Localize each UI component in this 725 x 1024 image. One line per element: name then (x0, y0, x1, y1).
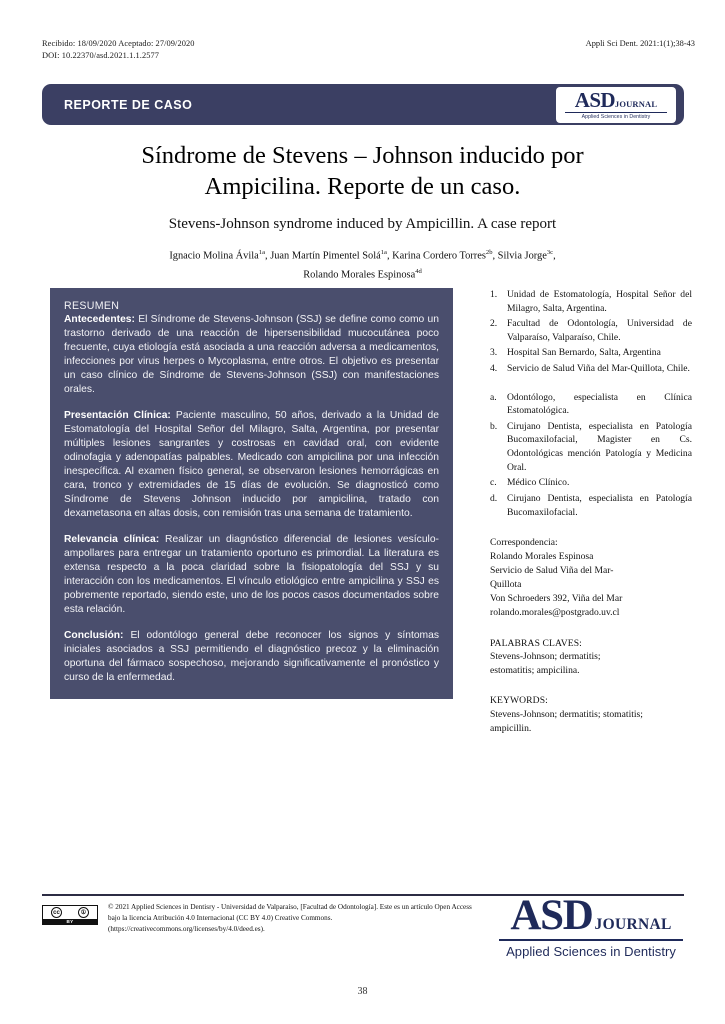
affiliation-role-text: Médico Clínico. (507, 477, 570, 489)
asd-journal-word: JOURNAL (614, 98, 658, 109)
correspondence-name: Rolando Morales Espinosa (490, 551, 594, 563)
asd-logo-tagline: Applied Sciences in Dentistry (581, 114, 651, 121)
asd-wordmark (574, 87, 658, 112)
correspondence-institution-line1: Servicio de Salud Viña del Mar- (490, 564, 614, 576)
affiliation-role-text: Odontólogo, especialista en Clínica Estomatológica. (507, 391, 692, 417)
header-meta (42, 38, 695, 62)
correspondence-address: Von Schroeders 392, Viña del Mar (490, 592, 623, 604)
received-accepted-text: Recibido: 18/09/2020 Aceptado: 27/09/2020 (42, 39, 195, 48)
cc-badge-top (43, 906, 97, 919)
keywords-english (490, 694, 692, 735)
asd-journal-logo-header (556, 87, 676, 123)
author-1: Ignacio Molina Ávila (169, 250, 259, 262)
license-statement (108, 902, 538, 935)
affiliation-number: 2. (490, 318, 498, 330)
abstract-section-antecedentes (64, 313, 439, 397)
abstract-section-presentacion (64, 409, 439, 521)
affiliation-letter: c. (490, 477, 497, 489)
abstract-heading: RESUMEN (64, 300, 120, 312)
list-item (490, 420, 692, 474)
affiliation-role-text: Cirujano Dentista, especialista en Patología Bucomaxilofacial. (507, 492, 692, 518)
abstract-text-antecedentes: El Síndrome de Stevens-Johnson (SSJ) se define como como un trastorno derivado de una reacción de hipersensibilidad mucocutánea poco frecuente, cuya etiología está asociada a una reacción adversa a medicamentos, infecciones por virus herpes o Mycoplasma, entre otros. El objetivo es presentar un caso clínico de Síndrome de Stevens-Johnson (SSJ) con manifestaciones orales. (64, 314, 439, 395)
affiliation-role-text: Cirujano Dentista, especialista en Patología Bucomaxilofacial, Magister en Cs. Odontológicas mención Patología y Medicina Oral. (507, 420, 692, 473)
header-meta-left (42, 38, 195, 62)
list-item (490, 391, 692, 418)
doi-text: DOI: 10.22370/asd.2021.1.1.2577 (42, 50, 160, 60)
keywords-en-title: KEYWORDS: (490, 695, 548, 707)
correspondence-title: Correspondencia: (490, 537, 558, 549)
author-sep-3: , Silvia Jorge (492, 250, 547, 262)
title-english: Stevens-Johnson syndrome induced by Ampicillin. A case report (168, 215, 557, 232)
affiliations-column (490, 288, 692, 735)
article-type-label: REPORTE DE CASO (64, 97, 193, 112)
list-item (490, 288, 692, 315)
affiliation-text: Servicio de Salud Viña del Mar-Quillota, Chile. (507, 363, 690, 375)
affiliation-text: Hospital San Bernardo, Salta, Argentina (507, 347, 661, 359)
asd-journal-word: JOURNAL (594, 916, 672, 933)
affiliation-number: 3. (490, 347, 498, 359)
cc-by-label: BY (43, 919, 97, 924)
author-2-affiliation: 1a (380, 249, 387, 257)
author-5-affiliation: 4d (415, 267, 422, 275)
author-1-affiliation: 1a (258, 249, 265, 257)
affiliation-spacer (490, 378, 692, 391)
author-sep-2: , Karina Cordero Torres (386, 250, 486, 262)
asd-wordmark-footer (510, 894, 671, 937)
abstract-label-relevancia: Relevancia clínica: (64, 534, 160, 545)
asd-logo-rule (565, 112, 667, 113)
affiliation-number: 4. (490, 363, 498, 375)
footer (42, 892, 684, 960)
asd-letters: ASD (510, 892, 593, 939)
cc-by-person-icon: ① (78, 907, 89, 918)
affiliation-letter: d. (490, 492, 498, 504)
keywords-es-line2: estomatitis; ampicilina. (490, 664, 580, 676)
title-line-1: Síndrome de Stevens – Johnson inducido por (141, 142, 584, 169)
page-number: 38 (357, 986, 368, 997)
abstract-text-presentacion: Paciente masculino, 50 años, derivado a la Unidad de Estomatología del Hospital Señor del Milagro, Salta, Argentina, por presentar múltiples lesiones sangrantes y costrosas en cavidad oral, con evidente odinofagia y adenopatías palpables. Medicado con ampicilina por una infección inespecífica. Al examen físico general, se observaron lesiones hemorrágicas en cara, tronco y extremidades de 15 días de evolución. Se diagnosticó como Síndrome de Stevens Johnson inducido por ampicilina, tratado con dexametasona en altas dosis, con remisión tras una semana de tratamiento. (64, 410, 439, 519)
affiliation-text: Facultad de Odontología, Universidad de Valparaíso, Valparaíso, Chile. (507, 318, 692, 343)
author-sep-1: , Juan Martín Pimentel Solá (265, 250, 381, 262)
abstract-label-presentacion: Presentación Clínica: (64, 410, 171, 421)
keywords-en-line2: ampicillin. (490, 722, 532, 734)
author-4-affiliation: 3c (546, 249, 554, 257)
license-line-1: © 2021 Applied Sciences in Dentisry - Universidad de Valparaíso, [Facultad de Odontología]. Este es un artículo Open Access (108, 903, 472, 911)
abstract-text-relevancia: Realizar un diagnóstico diferencial de lesiones vesículo-ampollares para entregar un tratamiento oportuno es primordial. La literatura es extensa respecto a la poca claridad sobre la fisiopatología del SSJ y su interacción con los medicamentos. El vínculo etiológico entre ampicilina y SSJ es pobremente reportado, siendo este, uno de los pocos casos documentados sobre esta relación. (64, 534, 439, 615)
title-line-2: Ampicilina. Reporte de un caso. (204, 173, 521, 201)
abstract-panel (50, 288, 453, 699)
journal-citation: Appli Sci Dent. 2021:1(1);38-43 (585, 39, 695, 48)
author-5: Rolando Morales Espinosa (303, 269, 416, 281)
creative-commons-icon (42, 905, 98, 925)
lettered-affiliations (490, 391, 692, 519)
asd-logo-rule (499, 939, 683, 941)
list-item (490, 492, 692, 519)
title-block (60, 140, 665, 285)
abstract-section-conclusion (64, 629, 439, 685)
keywords-es-line1: Stevens-Johnson; dermatitis; (490, 651, 601, 663)
author-3-affiliation: 2b (485, 249, 493, 257)
abstract-label-conclusion: Conclusión: (64, 630, 124, 641)
author-line-end: , (553, 250, 556, 262)
correspondence-institution-line2: Quillota (490, 578, 522, 590)
affiliation-letter: b. (490, 420, 498, 432)
asd-logo-tagline: Applied Sciences in Dentistry (506, 944, 676, 960)
list-item (490, 346, 692, 360)
asd-letters: ASD (574, 87, 615, 112)
affiliation-letter: a. (490, 391, 497, 403)
cc-logo-icon: cc (51, 907, 62, 918)
page-title (60, 140, 665, 203)
keywords-en-line1: Stevens-Johnson; dermatitis; stomatitis; (490, 709, 643, 721)
correspondence-email[interactable]: rolando.morales@postgrado.uv.cl (490, 606, 620, 618)
list-item (490, 317, 692, 344)
keywords-es-title: PALABRAS CLAVES: (490, 637, 582, 649)
asd-journal-logo-footer (498, 894, 684, 959)
correspondence-block (490, 536, 692, 619)
numbered-affiliations (490, 288, 692, 376)
affiliation-text: Unidad de Estomatología, Hospital Señor del Milagro, Salta, Argentina. (507, 289, 692, 314)
license-line-2: bajo la licencia Atribución 4.0 Internacional (CC BY 4.0) Creative Commons. (108, 913, 333, 922)
abstract-label-antecedentes: Antecedentes: (64, 314, 135, 325)
article-type-banner (42, 84, 684, 125)
abstract-text-conclusion: El odontólogo general debe reconocer los signos y síntomas iniciales asociados a SSJ permitiendo el diagnóstico precoz y la eliminación oportuna del fármaco sospechoso, mejorando significativamente el pronóstico y curso de la enfermedad. (64, 630, 439, 683)
list-item (490, 362, 692, 376)
affiliation-number: 1. (490, 289, 498, 300)
keywords-spanish (490, 637, 692, 678)
license-url[interactable]: (https://creativecommons.org/licenses/by/4.0/deed.es). (108, 924, 265, 933)
author-list (60, 247, 665, 284)
list-item (490, 476, 692, 490)
abstract-section-relevancia (64, 533, 439, 617)
